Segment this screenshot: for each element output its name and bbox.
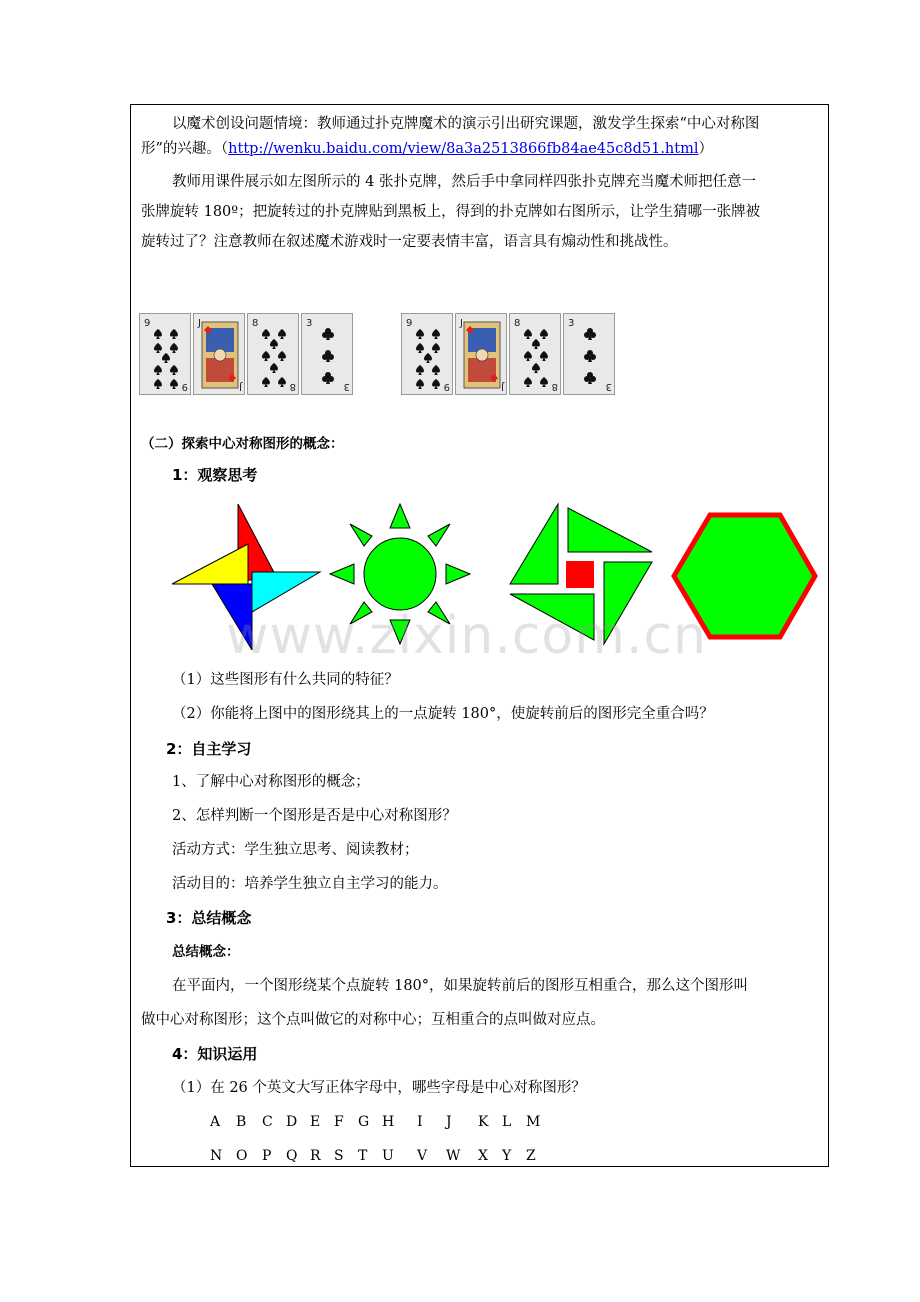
- watermark: www.zixin.com.cn: [226, 606, 707, 666]
- letter-Y: Y: [502, 1148, 512, 1164]
- letter-N: N: [210, 1148, 223, 1164]
- spade-icon: [402, 314, 453, 395]
- letter-E: E: [310, 1114, 321, 1130]
- subheading-self-study: 2：自主学习: [166, 740, 252, 758]
- letter-W: W: [446, 1148, 461, 1164]
- jack-icon: [194, 314, 245, 395]
- self-study-item-3: 活动方式：学生独立思考、阅读教材；: [172, 842, 419, 858]
- club-icon: [302, 314, 353, 395]
- letter-T: T: [358, 1148, 368, 1164]
- letter-H: H: [382, 1114, 395, 1130]
- question-2: （2）你能将上图中的图形绕其上的一点旋转 180°，使旋转前后的图形完全重合吗？: [172, 706, 714, 722]
- letter-L: L: [502, 1114, 512, 1130]
- letter-G: G: [358, 1114, 370, 1130]
- summary-label: 总结概念：: [172, 944, 240, 960]
- playing-card: [509, 313, 561, 395]
- intro-p2-line-3: 旋转过了？注意教师在叙述魔术游戏时一定要表情丰富，语言具有煽动性和挑战性。: [141, 234, 678, 250]
- letter-D: D: [286, 1114, 298, 1130]
- letter-V: V: [417, 1148, 428, 1164]
- letter-C: C: [262, 1114, 273, 1130]
- self-study-item-4: 活动目的：培养学生独立自主学习的能力。: [172, 876, 448, 892]
- subheading-apply: 4：知识运用: [172, 1045, 258, 1063]
- letter-M: M: [526, 1114, 541, 1130]
- letter-S: S: [334, 1148, 344, 1164]
- letter-A: A: [210, 1114, 221, 1130]
- summary-line-1: 在平面内，一个图形绕某个点旋转 180°，如果旋转前后的图形互相重合，那么这个图形叫: [172, 978, 749, 994]
- intro-line-2-suffix: ）: [698, 141, 713, 157]
- summary-line-2: 做中心对称图形；这个点叫做它的对称中心；互相重合的点叫做对应点。: [141, 1012, 605, 1028]
- letter-J: J: [446, 1114, 452, 1130]
- letter-U: U: [382, 1148, 394, 1164]
- card-rank: J: [501, 381, 504, 392]
- card-rank: 3: [605, 381, 612, 392]
- subheading-observe: 1：观察思考: [172, 466, 258, 484]
- card-rank: 9: [144, 318, 151, 329]
- playing-card: [139, 313, 191, 395]
- playing-card: [455, 313, 507, 395]
- card-rank: J: [460, 318, 463, 329]
- playing-card: [247, 313, 299, 395]
- intro-line-1: 以魔术创设问题情境：教师通过扑克牌魔术的演示引出研究课题，激发学生探索“中心对称图: [172, 116, 760, 132]
- apply-question-1: （1）在 26 个英文大写正体字母中，哪些字母是中心对称图形？: [172, 1080, 586, 1096]
- club-icon: [564, 314, 615, 395]
- card-rank: J: [239, 381, 242, 392]
- playing-card: [193, 313, 245, 395]
- card-rank: 8: [514, 318, 521, 329]
- letter-P: P: [262, 1148, 272, 1164]
- card-rank: J: [198, 318, 201, 329]
- intro-p2-line-2: 张牌旋转 180º；把旋转过的扑克牌贴到黑板上，得到的扑克牌如右图所示，让学生猜哪一张牌被: [141, 204, 761, 220]
- letter-K: K: [478, 1114, 489, 1130]
- letter-R: R: [310, 1148, 321, 1164]
- cards-right-group: [401, 313, 615, 395]
- spade-icon: [510, 314, 561, 395]
- card-rank: 3: [306, 318, 313, 329]
- letter-Q: Q: [286, 1148, 298, 1164]
- card-rank: 8: [252, 318, 259, 329]
- playing-card: [563, 313, 615, 395]
- spade-icon: [140, 314, 191, 395]
- intro-p2-line-1: 教师用课件展示如左图所示的 4 张扑克牌，然后手中拿同样四张扑克牌充当魔术师把任意一: [172, 174, 756, 190]
- letter-X: X: [478, 1148, 488, 1164]
- letter-B: B: [236, 1114, 247, 1130]
- source-link[interactable]: http://wenku.baidu.com/view/8a3a2513866fb84ae45c8d51.html: [228, 141, 699, 157]
- letter-I: I: [417, 1114, 423, 1130]
- card-rank: 8: [289, 381, 296, 392]
- section-heading: （二）探索中心对称图形的概念：: [141, 436, 344, 452]
- self-study-item-2: 2、怎样判断一个图形是否是中心对称图形？: [172, 808, 457, 824]
- question-1: （1）这些图形有什么共同的特征？: [172, 672, 399, 688]
- letter-Z: Z: [526, 1148, 536, 1164]
- card-rank: 9: [406, 318, 413, 329]
- intro-line-2: [141, 139, 713, 159]
- jack-icon: [456, 314, 507, 395]
- card-rank: 9: [443, 381, 450, 392]
- card-rank: 3: [343, 381, 350, 392]
- card-rank: 3: [568, 318, 575, 329]
- letter-F: F: [334, 1114, 344, 1130]
- subheading-summary: 3：总结概念: [166, 909, 252, 927]
- card-rank: 9: [181, 381, 188, 392]
- cards-left-group: [139, 313, 353, 395]
- playing-card: [401, 313, 453, 395]
- intro-line-2-prefix: 形”的兴趣。（: [141, 141, 229, 157]
- playing-card: [301, 313, 353, 395]
- card-rank: 8: [551, 381, 558, 392]
- spade-icon: [248, 314, 299, 395]
- letter-O: O: [236, 1148, 248, 1164]
- self-study-item-1: 1、了解中心对称图形的概念；: [172, 774, 370, 790]
